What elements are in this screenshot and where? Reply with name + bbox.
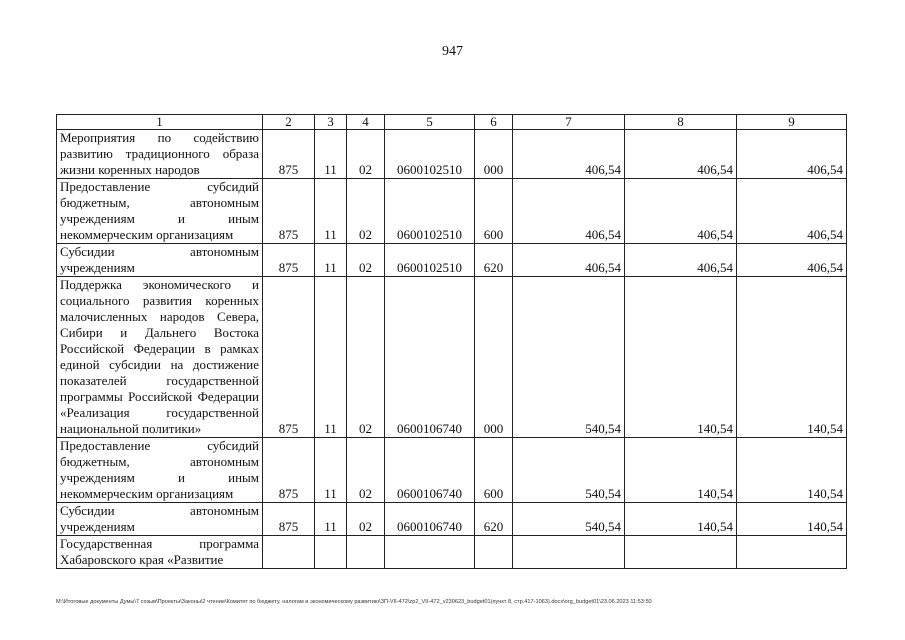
item-name — [57, 244, 263, 277]
header-col-3: 3 — [315, 115, 347, 130]
item-name — [57, 277, 263, 438]
header-col-2: 2 — [263, 115, 315, 130]
cell-col-5 — [385, 536, 475, 569]
cell-col-8: 140,54 — [625, 503, 737, 536]
header-col-1: 1 — [57, 115, 263, 130]
cell-col-2: 875 — [263, 277, 315, 438]
header-col-5: 5 — [385, 115, 475, 130]
cell-col-6 — [475, 536, 513, 569]
cell-col-4: 02 — [347, 503, 385, 536]
cell-col-6: 620 — [475, 503, 513, 536]
cell-col-3 — [315, 536, 347, 569]
footer-file-path: M:\Итоговые документы Думы\7 созыв\Проекты\Законы\2 чтение\Комитет по бюджету, налогам и экономическому развитию\ЗП-VII-472\zp2_VII-472_v230623_budget01(пункт 8, стр.417-1063).docx\org_budget01\23.06.2023 11:53:50 — [56, 599, 652, 605]
item-name-text: Поддержка экономического и социального развития коренных малочисленных народов Севера, Сибири и Дальнего Востока Российской Федерации в рамках единой субсидии на достижение показателей государственной программы Российской Федерации «Реализация государственной национальной политики» — [60, 277, 259, 436]
cell-col-6: 600 — [475, 179, 513, 244]
cell-col-4: 02 — [347, 438, 385, 503]
table-row — [57, 179, 847, 244]
header-col-7: 7 — [513, 115, 625, 130]
cell-col-9: 140,54 — [737, 277, 847, 438]
cell-col-8: 140,54 — [625, 277, 737, 438]
cell-col-9: 140,54 — [737, 503, 847, 536]
cell-col-5: 0600106740 — [385, 438, 475, 503]
cell-col-6: 600 — [475, 438, 513, 503]
item-name-text: Предоставление субсидий бюджетным, автономным учреждениям и иным некоммерческим организациям — [60, 438, 259, 501]
cell-col-2: 875 — [263, 179, 315, 244]
cell-col-8: 406,54 — [625, 130, 737, 179]
cell-col-3: 11 — [315, 179, 347, 244]
cell-col-6: 000 — [475, 277, 513, 438]
header-col-9: 9 — [737, 115, 847, 130]
cell-col-3: 11 — [315, 438, 347, 503]
cell-col-2: 875 — [263, 438, 315, 503]
table-row — [57, 130, 847, 179]
cell-col-9: 406,54 — [737, 130, 847, 179]
cell-col-7: 406,54 — [513, 244, 625, 277]
header-col-6: 6 — [475, 115, 513, 130]
table-row — [57, 503, 847, 536]
item-name — [57, 536, 263, 569]
cell-col-5: 0600102510 — [385, 130, 475, 179]
item-name-text: Субсидии автономным учреждениям — [60, 244, 259, 275]
cell-col-8 — [625, 536, 737, 569]
cell-col-3: 11 — [315, 130, 347, 179]
item-name — [57, 438, 263, 503]
cell-col-2 — [263, 536, 315, 569]
item-name-text: Субсидии автономным учреждениям — [60, 503, 259, 534]
header-col-4: 4 — [347, 115, 385, 130]
cell-col-5: 0600106740 — [385, 503, 475, 536]
cell-col-9 — [737, 536, 847, 569]
item-name — [57, 130, 263, 179]
cell-col-8: 406,54 — [625, 244, 737, 277]
page-number: 947 — [442, 44, 463, 59]
cell-col-7: 540,54 — [513, 438, 625, 503]
cell-col-3: 11 — [315, 277, 347, 438]
header-row — [57, 115, 847, 130]
cell-col-8: 140,54 — [625, 438, 737, 503]
cell-col-7: 540,54 — [513, 503, 625, 536]
cell-col-4: 02 — [347, 244, 385, 277]
cell-col-5: 0600106740 — [385, 277, 475, 438]
table-row — [57, 536, 847, 569]
item-name-text: Государственная программа Хабаровского края «Развитие — [60, 536, 259, 567]
cell-col-3: 11 — [315, 244, 347, 277]
cell-col-2: 875 — [263, 130, 315, 179]
table-row — [57, 438, 847, 503]
cell-col-2: 875 — [263, 503, 315, 536]
item-name — [57, 179, 263, 244]
cell-col-9: 406,54 — [737, 244, 847, 277]
budget-table — [56, 114, 847, 569]
header-col-8: 8 — [625, 115, 737, 130]
cell-col-3: 11 — [315, 503, 347, 536]
item-name-text: Предоставление субсидий бюджетным, автономным учреждениям и иным некоммерческим организациям — [60, 179, 259, 242]
cell-col-4: 02 — [347, 277, 385, 438]
table-row — [57, 244, 847, 277]
item-name — [57, 503, 263, 536]
cell-col-8: 406,54 — [625, 179, 737, 244]
cell-col-7 — [513, 536, 625, 569]
table-row — [57, 277, 847, 438]
cell-col-7: 540,54 — [513, 277, 625, 438]
cell-col-5: 0600102510 — [385, 244, 475, 277]
cell-col-6: 620 — [475, 244, 513, 277]
item-name-text: Мероприятия по содействию развитию традиционного образа жизни коренных народов — [60, 130, 259, 177]
cell-col-6: 000 — [475, 130, 513, 179]
cell-col-2: 875 — [263, 244, 315, 277]
cell-col-7: 406,54 — [513, 179, 625, 244]
cell-col-4: 02 — [347, 179, 385, 244]
cell-col-4: 02 — [347, 130, 385, 179]
cell-col-5: 0600102510 — [385, 179, 475, 244]
cell-col-4 — [347, 536, 385, 569]
cell-col-7: 406,54 — [513, 130, 625, 179]
cell-col-9: 140,54 — [737, 438, 847, 503]
cell-col-9: 406,54 — [737, 179, 847, 244]
